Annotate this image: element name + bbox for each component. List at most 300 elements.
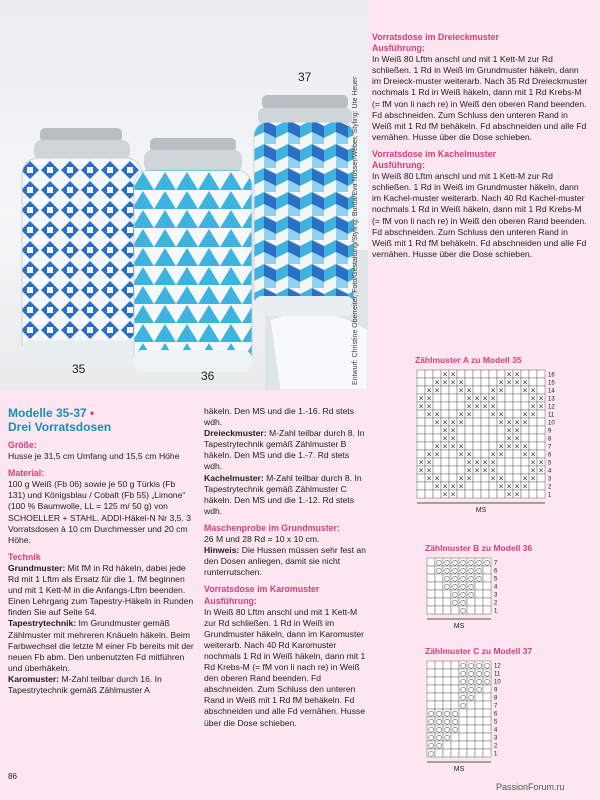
chart-cell	[465, 442, 473, 450]
chart-cell	[451, 677, 459, 685]
chart-stitch-symbol: ×	[474, 466, 480, 475]
chart-stitch-symbol: ○	[427, 725, 435, 734]
chart-cell	[481, 482, 489, 490]
karomuster-text: Karomuster: M-Zahl teilbar durch 16. In Tapestrytechnik gemäß Zählmuster A	[8, 673, 162, 695]
material-heading: Material:	[8, 468, 45, 479]
chart-cell	[443, 749, 451, 757]
middle-column	[204, 406, 368, 729]
chart-stitch-symbol: ×	[482, 466, 488, 475]
chart-cell	[537, 418, 545, 426]
chart-stitch-symbol: ×	[450, 426, 456, 435]
chart-stitch-symbol: ×	[530, 458, 536, 467]
chart-cell	[417, 450, 425, 458]
chart-cell	[465, 418, 473, 426]
chart-stitch-symbol: ○	[451, 717, 459, 726]
chart-stitch-symbol: ○	[451, 566, 459, 575]
chart-cell	[475, 598, 483, 606]
chart-cell	[497, 370, 505, 378]
chart-cell	[475, 709, 483, 717]
chart-cell	[483, 582, 491, 590]
chart-cell	[451, 693, 459, 701]
chart-cell	[513, 394, 521, 402]
chart-b	[425, 543, 532, 642]
chart-stitch-symbol: ×	[490, 386, 496, 395]
chart-stitch-symbol: ×	[418, 394, 424, 403]
chart-stitch-symbol: ○	[459, 661, 467, 670]
chart-stitch-symbol: ×	[458, 418, 464, 427]
chart-row-number: 13	[548, 396, 555, 403]
chart-cell	[425, 418, 433, 426]
chart-cell	[473, 490, 481, 498]
chart-cell	[475, 582, 483, 590]
chart-stitch-symbol: ○	[459, 669, 467, 678]
chart-cell	[449, 474, 457, 482]
chart-row-number: 11	[548, 412, 555, 419]
grundmuster-text: Grundmuster: Mit fM in Rd häkeln, dabei jede Rd mit 1 Lftm als Ersatz für die 1. fM beginnen und mit 1 Kett-M in die Anfangs-Lftm beenden. Einen Lehrgang zum Tapestry-Häkeln in Runden finden Sie auf Seite 54.	[8, 562, 194, 618]
chart-cell	[513, 466, 521, 474]
chart-cell	[521, 370, 529, 378]
chart-stitch-symbol: ×	[538, 458, 544, 467]
dreieck-instructions: In Weiß 80 Lftm anschl und mit 1 Kett-M zur Rd schließen. 1 Rd in Weiß im Grundmuster häkeln, dann im Dreieck-muster weiterarb. Nach 35 Rd Dreieckmuster nochmals 1 Rd in Weiß häkeln, dann mit 1 Rd Krebs-M (= fM von li nach re) in Weiß den oberen Rand beenden. Fd abschneiden. Zum Schluss den unteren Rand in Weiß mit 1 Rd fM behäkeln. Fd abschneiden und alle Fd vernähen. Husse über die Dose schieben.	[372, 54, 588, 142]
chart-cell	[481, 386, 489, 394]
chart-stitch-symbol: ×	[530, 410, 536, 419]
photo-label-35: 35	[72, 362, 86, 376]
chart-cell	[427, 677, 435, 685]
chart-row-number: 1	[494, 751, 498, 758]
chart-stitch-symbol: ×	[426, 410, 432, 419]
chart-stitch-symbol: ×	[490, 458, 496, 467]
chart-cell	[473, 410, 481, 418]
chart-stitch-symbol: ○	[459, 685, 467, 694]
karo-continue-text: häkeln. Den MS und die 1.-16. Rd stets wdh.	[204, 406, 354, 428]
chart-cell	[451, 741, 459, 749]
chart-stitch-symbol: ×	[530, 394, 536, 403]
chart-cell	[467, 733, 475, 741]
chart-stitch-symbol: ×	[522, 378, 528, 387]
chart-row-number: 16	[548, 372, 555, 379]
chart-cell	[451, 606, 459, 614]
chart-stitch-symbol: ×	[458, 450, 464, 459]
chart-stitch-symbol: ○	[459, 701, 467, 710]
chart-ms-label: MS	[453, 766, 465, 773]
chart-stitch-symbol: ×	[530, 386, 536, 395]
chart-cell	[435, 701, 443, 709]
size-text: Husse je 31,5 cm Umfang und 15,5 cm Höhe	[8, 451, 180, 462]
chart-stitch-symbol: ○	[427, 741, 435, 750]
chart-cell	[449, 394, 457, 402]
chart-cell	[451, 669, 459, 677]
chart-cell	[467, 717, 475, 725]
chart-row-number: 5	[548, 460, 552, 467]
chart-cell	[425, 442, 433, 450]
chart-cell	[529, 482, 537, 490]
chart-stitch-symbol: ×	[522, 482, 528, 491]
chart-stitch-symbol: ○	[427, 709, 435, 718]
page-number: 86	[8, 772, 17, 781]
chart-row-number: 2	[548, 484, 552, 491]
chart-stitch-symbol: ×	[442, 426, 448, 435]
chart-c-title: Zählmuster C zu Modell 37	[425, 646, 533, 656]
chart-row-number: 3	[494, 735, 498, 742]
chart-cell	[459, 733, 467, 741]
chart-stitch-symbol: ○	[443, 582, 451, 591]
chart-stitch-symbol: ×	[450, 434, 456, 443]
chart-stitch-symbol: ×	[474, 458, 480, 467]
chart-stitch-symbol: ○	[443, 574, 451, 583]
chart-row-number: 1	[548, 492, 552, 499]
chart-cell	[433, 458, 441, 466]
chart-row-number: 8	[548, 436, 552, 443]
chart-stitch-symbol: ×	[426, 386, 432, 395]
chart-cell	[483, 701, 491, 709]
chart-cell	[483, 606, 491, 614]
chart-cell	[427, 606, 435, 614]
chart-cell	[459, 725, 467, 733]
chart-cell	[483, 566, 491, 574]
chart-stitch-symbol: ×	[450, 442, 456, 451]
chart-cell	[473, 418, 481, 426]
chart-cell	[433, 426, 441, 434]
chart-stitch-symbol: ×	[418, 402, 424, 411]
chart-stitch-symbol: ×	[490, 402, 496, 411]
gauge-heading: Maschenprobe im Grundmuster:	[204, 522, 340, 533]
chart-cell	[417, 418, 425, 426]
chart-stitch-symbol: ×	[506, 418, 512, 427]
chart-cell	[481, 426, 489, 434]
chart-stitch-symbol: ○	[427, 749, 435, 758]
chart-stitch-symbol: ×	[514, 482, 520, 491]
chart-cell	[537, 410, 545, 418]
chart-cell	[449, 410, 457, 418]
karo-heading: Vorratsdose im Karomuster	[204, 584, 320, 595]
chart-cell	[489, 434, 497, 442]
chart-cell	[441, 410, 449, 418]
chart-cell	[459, 741, 467, 749]
chart-cell	[537, 386, 545, 394]
chart-stitch-symbol: ×	[434, 386, 440, 395]
chart-cell	[457, 394, 465, 402]
chart-stitch-symbol: ○	[483, 558, 491, 567]
chart-stitch-symbol: ×	[498, 474, 504, 483]
chart-row-number: 8	[494, 695, 498, 702]
chart-cell	[481, 442, 489, 450]
chart-a	[415, 355, 565, 528]
chart-cell	[473, 378, 481, 386]
chart-cell	[435, 669, 443, 677]
chart-cell	[489, 426, 497, 434]
chart-cell	[483, 733, 491, 741]
chart-cell	[529, 418, 537, 426]
chart-ms-label: MS	[453, 623, 465, 630]
chart-stitch-symbol: ×	[426, 458, 432, 467]
chart-stitch-symbol: ○	[435, 717, 443, 726]
chart-stitch-symbol: ○	[459, 598, 467, 607]
chart-cell	[473, 434, 481, 442]
chart-stitch-symbol: ×	[530, 450, 536, 459]
chart-stitch-symbol: ○	[467, 566, 475, 575]
chart-cell	[435, 661, 443, 669]
chart-cell	[497, 434, 505, 442]
chart-row-number: 2	[494, 600, 498, 607]
chart-stitch-symbol: ○	[475, 669, 483, 678]
chart-cell	[537, 426, 545, 434]
chart-stitch-symbol: ○	[475, 574, 483, 583]
chart-row-number: 4	[494, 584, 498, 591]
chart-row-number: 3	[494, 592, 498, 599]
chart-cell	[425, 434, 433, 442]
chart-stitch-symbol: ×	[490, 450, 496, 459]
chart-cell	[483, 725, 491, 733]
chart-stitch-symbol: ○	[427, 717, 435, 726]
kachel-instructions: In Weiß 80 Lftm anschl und mit 1 Kett-M zur Rd schließen. 1 Rd in Weiß im Grundmuster häkeln, dann im Kachel-muster weiterarb. Nach 40 Rd Kachel-muster nochmals 1 Rd in Weiß häkeln, dann mit 1 Rd Krebs-M (= fM von li nach re) in Weiß den oberen Rand beenden. Fd abschneiden. Zum Schluss den unteren Rand in Weiß mit 1 Rd fM behäkeln. Fd abschneiden und alle Fd vernähen. Husse über die Dose schieben.	[372, 171, 587, 259]
chart-cell	[449, 450, 457, 458]
chart-cell	[467, 749, 475, 757]
chart-stitch-symbol: ×	[426, 474, 432, 483]
chart-stitch-symbol: ×	[442, 418, 448, 427]
chart-stitch-symbol: ×	[450, 418, 456, 427]
chart-cell	[513, 458, 521, 466]
chart-stitch-symbol: ×	[450, 482, 456, 491]
chart-stitch-symbol: ×	[530, 474, 536, 483]
chart-stitch-symbol: ○	[459, 566, 467, 575]
chart-stitch-symbol: ×	[498, 386, 504, 395]
chart-stitch-symbol: ×	[522, 386, 528, 395]
chart-stitch-symbol: ×	[530, 466, 536, 475]
chart-cell	[465, 482, 473, 490]
chart-stitch-symbol: ○	[467, 558, 475, 567]
chart-stitch-symbol: ○	[459, 590, 467, 599]
chart-cell	[483, 598, 491, 606]
chart-cell	[443, 693, 451, 701]
chart-stitch-symbol: ×	[466, 410, 472, 419]
karo-instructions: In Weiß 80 Lftm anschl und mit 1 Kett-M zur Rd schließen. 1 Rd in Weiß im Grundmuster häkeln, dann im Karomuster weiterarb. Nach 40 Rd Karomuster nochmals 1 Rd in Weiß häkeln, dann mit 1 Rd Krebs-M (= fM von li nach re) in Weiß den oberen Rand beenden. Fd abschneiden. Zum Schluss den unteren Rand in Weiß mit 1 Rd fM behäkeln. Fd abschneiden und alle Fd vernähen. Husse über die Dose schieben.	[204, 606, 366, 728]
chart-cell	[467, 741, 475, 749]
chart-cell	[481, 378, 489, 386]
chart-stitch-symbol: ×	[514, 490, 520, 499]
chart-cell	[473, 450, 481, 458]
chart-cell	[521, 490, 529, 498]
chart-stitch-symbol: ×	[506, 434, 512, 443]
chart-cell	[537, 474, 545, 482]
chart-row-number: 7	[494, 560, 498, 567]
chart-b-title: Zählmuster B zu Modell 36	[425, 543, 533, 553]
chart-stitch-symbol: ×	[466, 394, 472, 403]
chart-stitch-symbol: ○	[483, 661, 491, 670]
chart-stitch-symbol: ○	[467, 677, 475, 686]
chart-stitch-symbol: ×	[426, 402, 432, 411]
chart-cell	[529, 442, 537, 450]
chart-stitch-symbol: ×	[522, 410, 528, 419]
photo-label-36: 36	[201, 369, 215, 383]
technique-heading: Technik	[8, 551, 41, 562]
chart-cell	[481, 434, 489, 442]
chart-cell	[467, 701, 475, 709]
chart-stitch-symbol: ×	[458, 482, 464, 491]
chart-row-number: 1	[494, 608, 498, 615]
chart-cell	[521, 466, 529, 474]
chart-cell	[505, 386, 513, 394]
chart-stitch-symbol: ×	[442, 490, 448, 499]
chart-cell	[457, 402, 465, 410]
chart-cell	[497, 426, 505, 434]
chart-cell	[473, 474, 481, 482]
chart-cell	[505, 466, 513, 474]
chart-stitch-symbol: ○	[435, 733, 443, 742]
left-column	[8, 406, 194, 696]
chart-cell	[529, 370, 537, 378]
chart-stitch-symbol: ×	[506, 378, 512, 387]
chart-stitch-symbol: ○	[459, 582, 467, 591]
gauge-text: 26 M und 28 Rd = 10 x 10 cm.	[204, 534, 320, 545]
chart-cell	[475, 606, 483, 614]
chart-cell	[417, 434, 425, 442]
chart-cell	[497, 466, 505, 474]
chart-stitch-symbol: ○	[459, 574, 467, 583]
chart-stitch-symbol: ○	[459, 693, 467, 702]
chart-row-number: 10	[494, 679, 501, 686]
chart-stitch-symbol: ×	[466, 450, 472, 459]
chart-cell	[427, 582, 435, 590]
chart-cell	[481, 410, 489, 418]
chart-stitch-symbol: ○	[443, 558, 451, 567]
chart-cell	[443, 669, 451, 677]
chart-stitch-symbol: ×	[538, 402, 544, 411]
chart-stitch-symbol: ×	[466, 466, 472, 475]
chart-stitch-symbol: ○	[451, 590, 459, 599]
chart-ms-label: MS	[475, 507, 487, 514]
chart-cell	[443, 701, 451, 709]
chart-stitch-symbol: ○	[443, 733, 451, 742]
chart-stitch-symbol: ×	[522, 418, 528, 427]
chart-stitch-symbol: ×	[490, 410, 496, 419]
chart-cell	[459, 709, 467, 717]
chart-stitch-symbol: ×	[418, 466, 424, 475]
chart-row-number: 5	[494, 719, 498, 726]
chart-stitch-symbol: ×	[434, 418, 440, 427]
chart-cell	[425, 426, 433, 434]
chart-cell	[475, 701, 483, 709]
photo-label-37: 37	[298, 70, 312, 84]
chart-cell	[537, 370, 545, 378]
chart-cell	[497, 490, 505, 498]
chart-stitch-symbol: ×	[442, 434, 448, 443]
dreieckmuster-text: Dreieckmuster: M-Zahl teilbar durch 8. In Tapestrytechnik gemäß Zählmuster B häkeln. Den MS und die 1.-7. Rd stets wdh.	[204, 428, 365, 472]
chart-row-number: 9	[494, 687, 498, 694]
chart-cell	[483, 709, 491, 717]
chart-stitch-symbol: ×	[490, 394, 496, 403]
chart-cell	[475, 693, 483, 701]
chart-stitch-symbol: ×	[498, 410, 504, 419]
chart-cell	[521, 426, 529, 434]
chart-stitch-symbol: ×	[458, 410, 464, 419]
chart-cell	[449, 458, 457, 466]
chart-cell	[441, 458, 449, 466]
chart-cell	[435, 590, 443, 598]
chart-stitch-symbol: ×	[434, 482, 440, 491]
chart-cell	[443, 741, 451, 749]
chart-stitch-symbol: ×	[522, 450, 528, 459]
chart-cell	[521, 402, 529, 410]
chart-row-number: 4	[548, 468, 552, 475]
chart-cell	[417, 490, 425, 498]
chart-cell	[505, 394, 513, 402]
chart-cell	[433, 466, 441, 474]
chart-cell	[475, 717, 483, 725]
chart-cell	[513, 402, 521, 410]
chart-cell	[537, 378, 545, 386]
chart-stitch-symbol: ○	[427, 733, 435, 742]
chart-cell	[457, 458, 465, 466]
chart-stitch-symbol: ×	[466, 474, 472, 483]
chart-stitch-symbol: ×	[522, 442, 528, 451]
chart-cell	[467, 598, 475, 606]
chart-cell	[435, 685, 443, 693]
chart-cell	[465, 378, 473, 386]
chart-cell	[513, 450, 521, 458]
chart-cell	[483, 574, 491, 582]
product-photo	[0, 0, 368, 390]
chart-cell	[443, 606, 451, 614]
chart-stitch-symbol: ×	[482, 394, 488, 403]
chart-cell	[459, 717, 467, 725]
chart-stitch-symbol: ×	[474, 394, 480, 403]
chart-stitch-symbol: ○	[467, 693, 475, 702]
chart-stitch-symbol: ○	[475, 566, 483, 575]
chart-cell	[513, 386, 521, 394]
chart-cell	[489, 370, 497, 378]
chart-cell	[427, 598, 435, 606]
chart-stitch-symbol: ×	[538, 394, 544, 403]
chart-c	[425, 646, 532, 785]
chart-stitch-symbol: ×	[474, 402, 480, 411]
chart-stitch-symbol: ×	[538, 466, 544, 475]
chart-cell	[465, 426, 473, 434]
chart-stitch-symbol: ○	[451, 574, 459, 583]
chart-stitch-symbol: ×	[506, 370, 512, 379]
chart-cell	[537, 434, 545, 442]
chart-stitch-symbol: ×	[426, 466, 432, 475]
chart-stitch-symbol: ×	[458, 378, 464, 387]
chart-stitch-symbol: ○	[451, 709, 459, 718]
chart-cell	[427, 558, 435, 566]
chart-cell	[475, 749, 483, 757]
chart-cell	[481, 490, 489, 498]
chart-cell	[475, 733, 483, 741]
chart-cell	[435, 574, 443, 582]
chart-stitch-symbol: ×	[442, 370, 448, 379]
chart-stitch-symbol: ×	[490, 474, 496, 483]
chart-row-number: 2	[494, 743, 498, 750]
chart-stitch-symbol: ○	[459, 558, 467, 567]
chart-stitch-symbol: ×	[522, 474, 528, 483]
chart-cell	[457, 426, 465, 434]
chart-stitch-symbol: ×	[514, 370, 520, 379]
chart-cell	[473, 442, 481, 450]
chart-cell	[417, 442, 425, 450]
chart-stitch-symbol: ×	[506, 426, 512, 435]
chart-stitch-symbol: ○	[459, 606, 467, 615]
chart-c-grid	[425, 659, 525, 785]
jars-illustration	[0, 0, 368, 390]
chart-stitch-symbol: ×	[450, 370, 456, 379]
chart-stitch-symbol: ×	[506, 490, 512, 499]
chart-stitch-symbol: ○	[443, 725, 451, 734]
chart-row-number: 3	[548, 476, 552, 483]
chart-cell	[417, 482, 425, 490]
chart-cell	[537, 450, 545, 458]
chart-stitch-symbol: ×	[434, 442, 440, 451]
chart-cell	[489, 418, 497, 426]
